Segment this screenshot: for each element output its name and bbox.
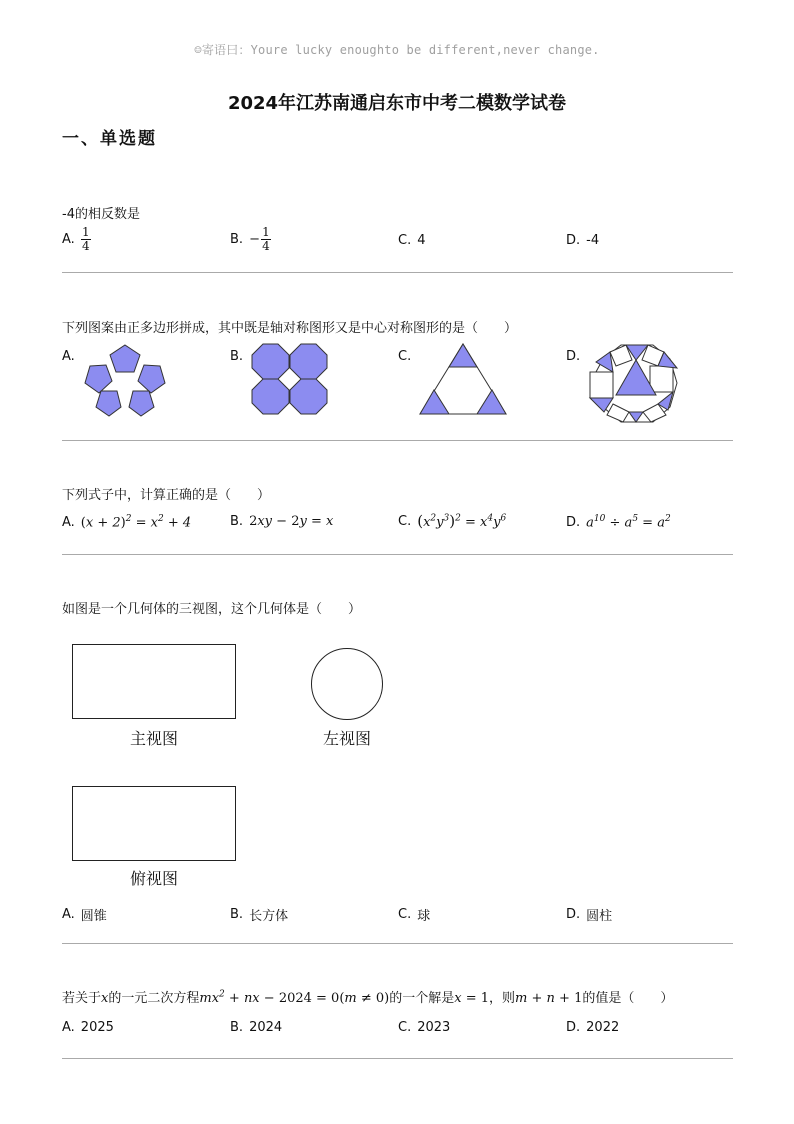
option-label: D.	[566, 514, 581, 530]
option-text: 2025	[80, 1020, 114, 1035]
option-label: A.	[62, 1020, 75, 1035]
divider	[62, 554, 733, 555]
fraction	[81, 226, 91, 253]
question-5-stem	[62, 987, 673, 1006]
question-4-stem: 如图是一个几何体的三视图，这个几何体是（ ）	[62, 602, 362, 617]
formula: $a^{10} \div a^5 = a^2$	[586, 514, 671, 531]
triangle-hexagon-icon[interactable]	[418, 342, 510, 418]
left-view-circle	[311, 648, 383, 720]
option-text: 2023	[417, 1020, 451, 1035]
q4-option-c[interactable]	[398, 905, 430, 924]
denominator: 4	[262, 239, 270, 253]
dodecagon-tiling-icon[interactable]	[586, 340, 682, 428]
fraction	[261, 226, 271, 253]
option-label: C.	[398, 907, 412, 922]
option-text: 圆柱	[586, 909, 613, 924]
option-label: D.	[566, 233, 581, 248]
q2-option-c-label[interactable]: C.	[398, 349, 412, 364]
q4-option-d[interactable]	[566, 905, 612, 924]
q5-option-c[interactable]	[398, 1020, 450, 1035]
divider	[62, 272, 733, 273]
option-label: C.	[398, 513, 412, 529]
formula: $(x^2y^3)^2 = x^4y^6$	[417, 512, 507, 530]
option-label: A.	[62, 514, 75, 530]
option-label: B.	[230, 1020, 244, 1035]
top-view-label: 俯视图	[129, 869, 178, 888]
option-label: C.	[398, 1020, 412, 1035]
option-label: D.	[566, 1020, 581, 1035]
q2-option-d-label[interactable]: D.	[566, 349, 581, 364]
question-1-stem: -4的相反数是	[62, 207, 140, 222]
section-heading: 一、单选题	[62, 129, 157, 149]
numerator: 1	[81, 225, 90, 239]
stem-text: 的值是（ ）	[582, 991, 674, 1006]
option-text: 4	[417, 233, 426, 248]
divider	[62, 943, 733, 944]
page-title: 2024年江苏南通启东市中考二模数学试卷	[227, 93, 567, 114]
four-octagons-icon[interactable]	[250, 342, 332, 416]
option-text: 长方体	[249, 909, 289, 924]
q2-option-a-label[interactable]: A.	[62, 349, 75, 364]
front-view-rectangle	[72, 644, 236, 719]
option-label: D.	[566, 907, 581, 922]
divider	[62, 440, 733, 441]
equation: $mx^2$ + nx − 2024 = 0(m ≠ 0)	[199, 989, 390, 1006]
expression: m + n + 1	[515, 991, 583, 1006]
q5-option-d[interactable]	[566, 1020, 619, 1035]
q5-option-b[interactable]	[230, 1020, 282, 1035]
left-view-label: 左视图	[322, 729, 371, 748]
stem-text: ，则	[489, 991, 516, 1006]
option-text: 圆锥	[80, 909, 107, 924]
minus-sign: −	[249, 232, 260, 247]
stem-text: 的一元二次方程	[108, 991, 200, 1006]
divider	[62, 1058, 733, 1059]
q4-option-a[interactable]	[62, 905, 107, 924]
formula: 2xy − 2y = x	[249, 514, 334, 529]
solution: x = 1	[454, 991, 490, 1006]
stem-text: 的一个解是	[389, 991, 455, 1006]
numerator: 1	[262, 225, 270, 239]
q1-option-d[interactable]	[566, 233, 599, 248]
q3-option-d[interactable]	[566, 514, 671, 530]
option-label: B.	[230, 514, 244, 529]
q3-option-b[interactable]	[230, 514, 333, 529]
q4-option-b[interactable]	[230, 905, 288, 924]
q1-option-a[interactable]	[62, 226, 91, 253]
option-label: B.	[230, 907, 244, 922]
denominator: 4	[81, 239, 90, 253]
stem-text: 若关于	[62, 991, 102, 1006]
front-view-label: 主视图	[129, 729, 178, 748]
q2-option-b-label[interactable]: B.	[230, 349, 244, 364]
variable: x	[101, 991, 109, 1006]
option-text: 2022	[586, 1020, 620, 1035]
q1-option-b[interactable]	[230, 226, 271, 253]
q3-option-a[interactable]	[62, 514, 191, 530]
option-text: -4	[586, 233, 600, 248]
option-label: B.	[230, 232, 244, 247]
option-label: A.	[62, 907, 75, 922]
option-text: 2024	[249, 1020, 283, 1035]
question-3-stem: 下列式子中，计算正确的是（ ）	[62, 488, 271, 503]
q3-option-c[interactable]	[398, 512, 506, 530]
option-label: A.	[62, 232, 75, 247]
formula: $(x + 2)^2 = x^2 + 4$	[80, 514, 192, 531]
q5-option-a[interactable]	[62, 1020, 114, 1035]
option-label: C.	[398, 233, 412, 248]
q1-option-c[interactable]	[398, 233, 426, 248]
option-text: 球	[417, 909, 431, 924]
question-2-stem: 下列图案由正多边形拼成，其中既是轴对称图形又是中心对称图形的是（ ）	[62, 321, 518, 336]
top-view-rectangle	[72, 786, 236, 861]
pentagon-flower-icon[interactable]	[80, 340, 172, 420]
motto-watermark: ☺寄语曰：Youre lucky enoughto be different,never change.	[194, 43, 600, 57]
